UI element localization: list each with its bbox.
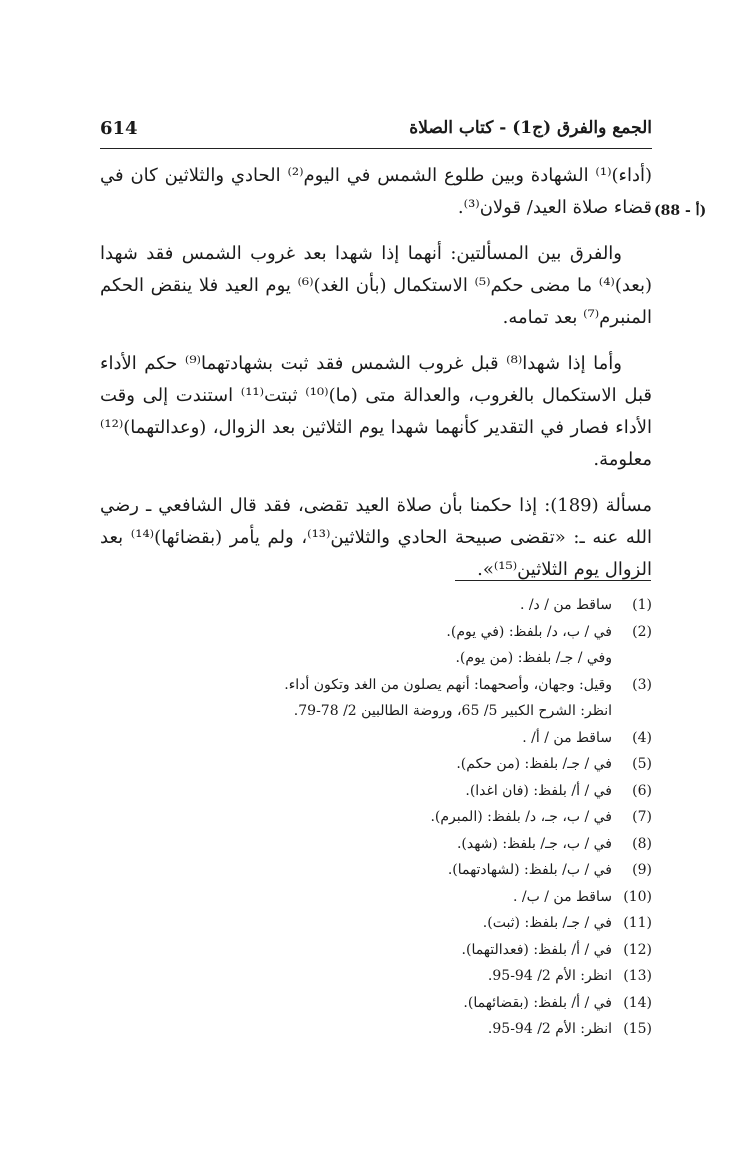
header-rule	[100, 148, 652, 149]
footnote-text: في / ب، جـ، د/ بلفظ: (المبرم).	[430, 809, 612, 825]
footnote-text: في / جـ/ بلفظ: (ثبت).	[482, 915, 612, 931]
paragraph-4-masala: مسألة (189): إذا حكمنا بأن صلاة العيد تقضى، فقد قال الشافعي ـ رضي الله عنه ـ: «تقضى صبيحة الحادي والثلاثين⁽¹³⁾، ولم يأمر (بقضائها)⁽¹⁴⁾ بعد الزوال يوم الثلاثين⁽¹⁵⁾».	[100, 495, 652, 580]
footnote-text: ساقط من / د/ .	[519, 597, 612, 613]
footnote-number: (2)	[632, 623, 652, 640]
running-header	[100, 118, 652, 144]
footnote-text: في / أ/ بلفظ: (فان اغدا).	[465, 782, 612, 799]
footnote	[100, 937, 652, 964]
footnote-text: في / ب/ بلفظ: (لشهادتهما).	[447, 862, 612, 878]
footnote	[100, 725, 652, 752]
footnote-number: (7)	[632, 809, 652, 825]
paragraph-3: وأما إذا شهدا⁽⁸⁾ قبل غروب الشمس فقد ثبت بشهادتهما⁽⁹⁾ حكم الأداء قبل الاستكمال بالغروب، والعدالة متى (ما)⁽¹⁰⁾ ثبتت⁽¹¹⁾ استندت إلى وقت الأداء فصار في التقدير كأنهما شهدا يوم الثلاثين بعد الزوال، (وعدالتهما)⁽¹²⁾ معلومة.	[100, 353, 652, 470]
footnote-number: (15)	[623, 1021, 652, 1037]
footnote	[100, 884, 652, 911]
footnote-text: في / أ/ بلفظ: (بقضائهما).	[463, 994, 612, 1011]
footnote-number: (14)	[623, 994, 652, 1011]
footnote-number: (9)	[632, 862, 652, 878]
header-title: الجمع والفرق (ج1) - كتاب الصلاة	[409, 118, 652, 138]
footnote-text: في / ب، جـ/ بلفظ: (شهد).	[456, 835, 612, 852]
footnote	[100, 778, 652, 805]
footnote-text: وقيل: وجهان، وأصحهما: أنهم يصلون من الغد وتكون أداء.	[284, 676, 612, 693]
footnote	[100, 857, 652, 884]
footnote-number: (4)	[632, 729, 652, 746]
footnote-continuation	[100, 645, 652, 672]
footnote	[100, 751, 652, 778]
footnote	[100, 990, 652, 1017]
footnote-text: انظر: الشرح الكبير 5/ 65، وروضة الطالبين 2/ 78-79.	[293, 703, 612, 719]
footnote-text: انظر: الأم 2/ 94-95.	[487, 968, 612, 984]
footnote	[100, 672, 652, 699]
main-text	[100, 160, 652, 600]
footnotes	[100, 592, 652, 1043]
footnote-rule	[455, 580, 651, 581]
footnote-number: (3)	[632, 676, 652, 693]
footnote-text: انظر: الأم 2/ 94-95.	[487, 1021, 612, 1037]
footnote-number: (1)	[632, 597, 652, 613]
footnote-number: (5)	[632, 756, 652, 772]
page-number: 614	[100, 118, 138, 139]
footnote-number: (6)	[632, 782, 652, 799]
footnote-number: (11)	[623, 915, 652, 931]
footnote-number	[612, 645, 652, 672]
footnote-number: (13)	[623, 968, 652, 984]
footnote-text: في / جـ/ بلفظ: (من حكم).	[456, 756, 612, 772]
footnote	[100, 963, 652, 990]
footnote-text: ساقط من / أ/ .	[522, 729, 612, 746]
footnote-text: في / أ/ بلفظ: (فعدالتهما).	[461, 941, 612, 958]
footnote	[100, 804, 652, 831]
footnote-continuation	[100, 698, 652, 725]
footnote	[100, 592, 652, 619]
footnote-number: (10)	[623, 888, 652, 905]
footnote-number: (12)	[623, 941, 652, 958]
footnote	[100, 619, 652, 646]
footnote	[100, 1016, 652, 1043]
footnote	[100, 910, 652, 937]
paragraph-2: والفرق بين المسألتين: أنهما إذا شهدا بعد غروب الشمس فقد شهدا (بعد)⁽⁴⁾ ما مضى حكم⁽⁵⁾ الاستكمال (بأن الغد)⁽⁶⁾ يوم العيد فلا ينقض الحكم المنبرم⁽⁷⁾ بعد تمامه.	[100, 243, 653, 328]
footnote-text: في / ب، د/ بلفظ: (في يوم).	[446, 623, 612, 640]
margin-folio-note: (88 - أ)	[654, 203, 707, 219]
footnote-text: ساقط من / ب/ .	[513, 888, 612, 905]
footnote	[100, 831, 652, 858]
footnote-number: (8)	[632, 835, 652, 852]
footnote-text: وفي / جـ/ بلفظ: (من يوم).	[455, 650, 612, 666]
paragraph-1: (أداء)⁽¹⁾ الشهادة وبين طلوع الشمس في اليوم⁽²⁾ الحادي والثلاثين كان في قضاء صلاة العيد/ قولان⁽³⁾.	[100, 165, 653, 218]
footnote-number	[612, 698, 652, 725]
